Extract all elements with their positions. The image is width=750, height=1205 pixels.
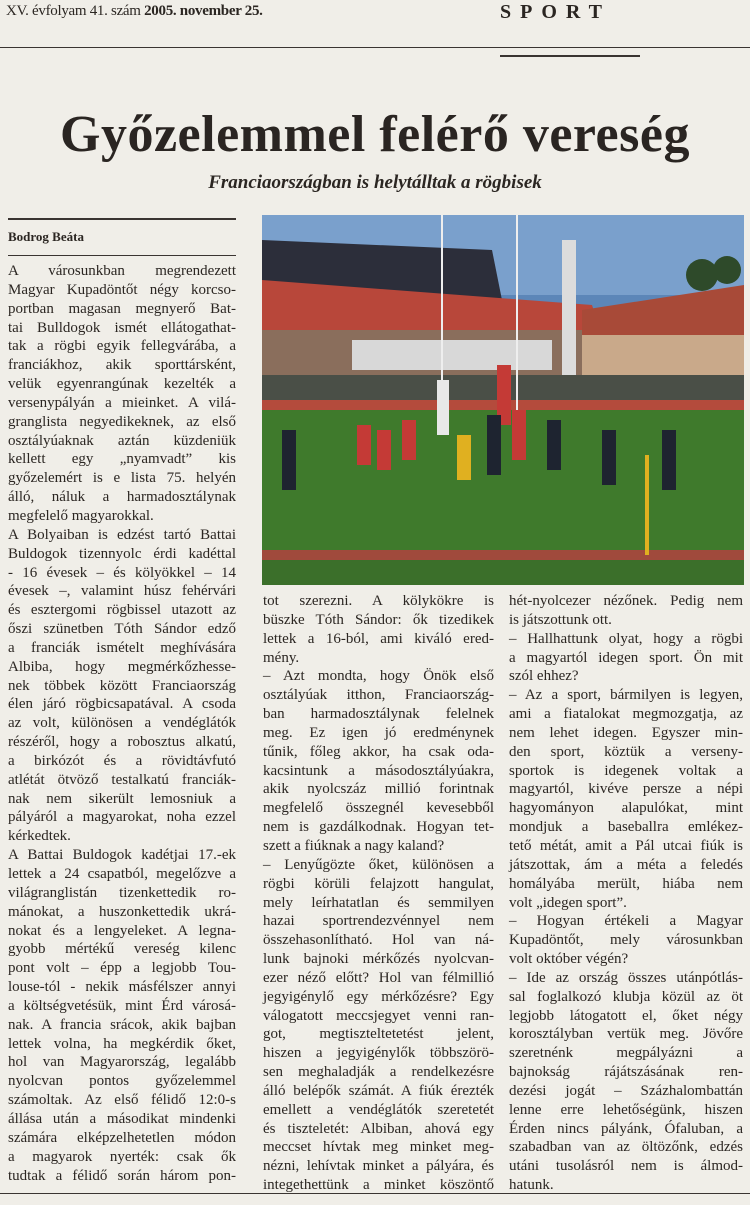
text-line: Magyar Kupadöntőt négy korcso- (8, 281, 236, 298)
text-line: ezer néző előtt? Hol van félmillió (263, 969, 494, 986)
text-line: pályáról a magyarokat, noha ezzel (8, 809, 236, 826)
text-line: hagyományon alapulókat, mint (509, 800, 743, 817)
text-line: tudtak a félidő során három pon- (8, 1167, 236, 1184)
text-line: tai Bulldogok ismét ellátogathat- (8, 319, 236, 336)
article-paragraph (263, 856, 494, 1195)
text-line: és tiszteletét: Albiban, ahová egy (263, 1120, 494, 1137)
text-line: nak nem sikerült lemosniuk a (8, 790, 236, 807)
text-line: – Hallhattunk olyat, hogy a rögbi (509, 630, 743, 647)
text-line: lettek a 24 csapatból, megelőzve a (8, 866, 236, 882)
text-line: osztályúaknak aztán küzdeniük (8, 432, 236, 449)
text-line: álló belépők számát. A fiúk érezték (263, 1082, 494, 1099)
text-line: emellett a vendéglátók szeretetét (263, 1101, 494, 1118)
text-line: homályába merült, hiába nem (509, 875, 743, 892)
text-line: lunk bajnoki mérkőzés nyolcvan- (263, 951, 494, 968)
text-line: versenypályán a mieinket. A vilá- (8, 394, 236, 411)
text-line: évesek –, valamint húsz fehérvári (8, 583, 236, 600)
text-line: integethettünk a minket köszöntő (263, 1177, 494, 1194)
text-line: büszke Tóth Sándor: ők tizedikek (263, 611, 494, 628)
text-line: hiszen a jegyigénylők többszörö- (263, 1045, 494, 1062)
text-line: válogatott meccsjegyet venni ran- (263, 1007, 494, 1024)
text-line: megfelelő magyarokkal. (8, 507, 154, 524)
text-line: nak. A francia srácok, akik bajban (8, 1016, 236, 1033)
text-line: sportok is idegenek voltak a (509, 762, 743, 779)
article-paragraph (263, 592, 494, 667)
text-line: a magyartól idegen sport. Ön mit (509, 649, 743, 666)
text-line: a birkózót és a rövidtávfutó (8, 752, 236, 769)
text-line: – Az a sport, bármilyen is legyen, (509, 687, 743, 704)
text-line: gyobb mértékű vereség kilenc (8, 941, 236, 958)
article-title: Győzelemmel felérő vereség (60, 106, 690, 163)
article-paragraph (8, 262, 236, 526)
text-line: nem lehet idegen. Egyszer min- (509, 724, 743, 741)
text-line: – Lenyűgözte őket, különösen a (263, 856, 494, 873)
text-line: – Azt mondta, hogy Önök első (263, 668, 494, 685)
text-line: pont volt – épp a legjobb Tou- (8, 960, 236, 977)
text-line: az volt, különösen a vendéglátók (8, 715, 236, 732)
article-paragraph (509, 686, 743, 912)
text-line: szabadban van az öltözőnk, edzés (509, 1139, 743, 1156)
text-line: got, megtiszteltetetést jelent, (263, 1026, 494, 1043)
text-line: ban harmadosztálynak felelnek (263, 706, 494, 723)
text-line: kellett egy „nyamvadt” kis (8, 451, 236, 468)
author-byline: Bodrog Beáta (8, 229, 84, 244)
byline-top-rule (8, 218, 236, 220)
text-line: szett a fiúknak a nagy kaland? (263, 837, 445, 854)
text-line: A Battai Buldogok kadétjai 17.-ek (8, 847, 236, 864)
text-line: portban magasan megnyerő Bat- (8, 300, 236, 317)
text-line: osztályúak itthon, Franciaország- (263, 687, 494, 704)
text-line: tűnik, főleg akkor, ha csak oda- (263, 743, 494, 760)
article-column-2 (263, 592, 494, 1195)
header-divider (0, 47, 750, 48)
text-line: nek többek között Franciaország (8, 677, 236, 694)
issue-date: 2005. november 25. (144, 3, 263, 19)
text-line: jegyigénylő egy mérkőzésre? Egy (263, 988, 494, 1005)
text-line: álló, náluk a harmadosztálynak (8, 489, 236, 506)
text-line: a költségvetésük, mint Érd városá- (8, 997, 236, 1014)
text-line: részéről, hogy a robosztus alkatú, (8, 734, 236, 751)
text-line: velük egyenrangúnak kezelték a (8, 376, 236, 393)
text-line: mény. (263, 649, 300, 666)
text-line: mondjuk a baseballra emlékez- (509, 819, 743, 836)
text-line: volt „idegen sport”. (509, 894, 627, 911)
rugby-match-photo (262, 215, 744, 585)
article-paragraph (8, 526, 236, 846)
text-line: Érden nincs pályánk, Ófaluban, a (509, 1120, 743, 1137)
article-subtitle: Franciaországban is helytálltak a rögbisek (208, 172, 542, 193)
text-line: mely leírhatatlan és semmilyen (263, 894, 494, 911)
article-column-1 (8, 262, 236, 1185)
text-line: hazai sportrendezvénnyel nem (263, 913, 494, 930)
text-line: nokat és a lengyeleket. A legna- (8, 922, 236, 939)
text-line: Albiba, hogy megmérkőzhesse- (8, 658, 236, 675)
text-line: mánokat, a huszonkettedik ukrá- (8, 903, 236, 920)
text-line: – Ide az ország összes utánpótlás- (509, 969, 743, 986)
text-line: A városunkban megrendezett (8, 263, 236, 279)
text-line: meg. Ez igen jó eredménynek (263, 724, 494, 741)
text-line: világranglistán tizenkettedik ro- (8, 884, 236, 901)
text-line: louse-tól - nekik másfélszer annyi (8, 979, 236, 996)
text-line: magyartól, kivéve persze a népi (509, 781, 743, 798)
text-line: granglista negyedikeknek, az első (8, 413, 236, 430)
text-line: - 16 évesek – és kölyökkel – 14 (8, 564, 236, 581)
text-line: számoltak. Az első félidő 12:0-s (8, 1092, 236, 1109)
text-line: franciákhoz, akik sporttársként, (8, 357, 236, 374)
footer-divider (0, 1193, 750, 1194)
text-line: dezési jogát – Százhalombattán (509, 1082, 743, 1099)
text-line: és esztergomi rögbissel utazott az (8, 602, 236, 619)
text-line: megfelelő összegnél kevesebből (263, 800, 494, 817)
article-paragraph (509, 592, 743, 630)
text-line: Buldogok tizennyolc érdi kadéttal (8, 545, 236, 562)
text-line: akik nyolcszáz millió forintnak (263, 781, 494, 798)
text-line: rögbi körüli felajzott hangulat, (263, 875, 494, 892)
text-line: Kupadöntőt, mely városunkban (509, 932, 743, 949)
text-line: szól ehhez? (509, 668, 579, 685)
text-line: sen meghaladják a rendelkezésre (263, 1064, 494, 1081)
text-line: szeretnénk megpályázni a (509, 1045, 743, 1062)
text-line: kérkedtek. (8, 828, 71, 845)
issue-number: XV. évfolyam 41. szám (6, 3, 141, 19)
text-line: számára elképzelhetetlen módon (8, 1129, 236, 1146)
text-line: összehasonlítható. Hol van ná- (263, 932, 494, 949)
text-line: nyolcvan pontos győzelemmel (8, 1073, 236, 1090)
text-line: tot szerezni. A kölykökre is (263, 593, 494, 609)
text-line: korosztályban vertük meg. Jövőre (509, 1026, 743, 1043)
text-line: volt október végén? (509, 951, 629, 968)
text-line: – Hogyan értékeli a Magyar (509, 913, 743, 930)
text-line: utáni tusolásról nem is álmod- (509, 1158, 743, 1175)
text-line: hol van Magyarország, legalább (8, 1054, 236, 1071)
text-line: játszottak, ám a méta a feledés (509, 856, 743, 873)
text-line: legjobb látogatott el, őket négy (509, 1007, 743, 1024)
text-line: őszi szünetben Tóth Sándor edző (8, 621, 236, 638)
text-line: lettek volna, ha megkérdik őket, (8, 1035, 236, 1052)
byline-bottom-rule (8, 255, 236, 256)
text-line: hét-nyolcezer nézőnek. Pedig nem (509, 593, 743, 609)
text-line: atlétát ötvöző testalkatú franciák- (8, 771, 236, 788)
text-line: a magyarok nyerték: csak ők (8, 1148, 236, 1165)
text-line: A Bolyaiban is edzést tartó Battai (8, 526, 236, 543)
text-line: tak a rögbi egyik fellegvárába, a (8, 338, 236, 355)
article-paragraph (263, 667, 494, 855)
text-line: bajnokság rájátszásának ren- (509, 1064, 743, 1081)
section-underline (500, 55, 640, 57)
text-line: győzelemért is e lista 75. helyén (8, 470, 236, 487)
text-line: kacsintunk a másodosztályúakra, (263, 762, 494, 779)
article-column-3 (509, 592, 743, 1195)
text-line: nézni, lehívtak minket a pályára, és (263, 1158, 494, 1175)
text-line: hatunk. (509, 1177, 554, 1194)
text-line: állása után a másodikat mindenki (8, 1110, 236, 1127)
text-line: nem is gazdálkodnak. Hogyan tet- (263, 819, 494, 836)
text-line: ami a fiatalokat megmozgatja, az (509, 706, 743, 723)
article-paragraph (509, 969, 743, 1195)
text-line: is játszottunk ott. (509, 611, 612, 628)
text-line: a franciák ismételt meghívására (8, 639, 236, 656)
text-line: meccset hívtak meg minket meg- (263, 1139, 494, 1156)
article-paragraph (8, 846, 236, 1185)
text-line: tető métát, amit a Pál utcai fiúk is (509, 837, 743, 854)
section-name: SPORT (500, 1, 611, 23)
text-line: den sport, köztük a verseny- (509, 743, 743, 760)
issue-info (6, 3, 263, 20)
text-line: élen járó rögbicsapatával. A csoda (8, 696, 236, 713)
text-line: lettek a 16-ból, ami kiváló ered- (263, 630, 494, 647)
text-line: sal foglalkozó klubja közül az öt (509, 988, 743, 1005)
text-line: lenne erre lehetőségünk, hiszen (509, 1101, 743, 1118)
article-paragraph (509, 630, 743, 687)
article-paragraph (509, 912, 743, 969)
